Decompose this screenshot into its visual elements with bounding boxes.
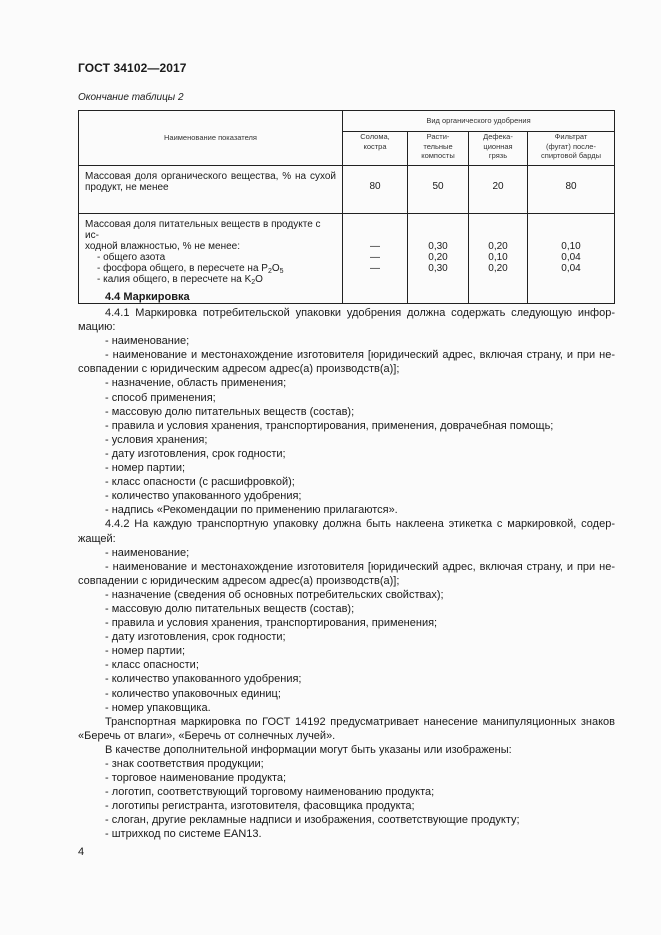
list-extra-info	[78, 757, 615, 842]
col-header-defecation-line: ционная	[483, 141, 513, 151]
list-item: - массовую долю питательных веществ (состав);	[105, 405, 355, 418]
col-header-straw	[343, 132, 408, 166]
table-caption: Окончание таблицы 2	[78, 92, 184, 103]
list-item: - дату изготовления, срок годности;	[105, 631, 286, 644]
cell-value: 0,10	[561, 241, 581, 252]
col-header-compost-line: тельные	[423, 141, 453, 151]
paragraph-transport: Транспортная маркировка по ГОСТ 14192 предусматривает нанесение манипуляционных знаков «Беречь от влаги», «Беречь от солнечных лучей».	[78, 715, 615, 742]
list-item: - способ применения;	[105, 391, 216, 404]
cell-value: 80	[528, 166, 615, 214]
col-header-defecation	[469, 132, 528, 166]
section-title: 4.4 Маркировка	[105, 291, 190, 303]
cell-value: 0,30	[428, 263, 448, 274]
table-row	[79, 166, 615, 214]
section-body	[78, 306, 615, 842]
list-item: - наименование;	[105, 546, 190, 559]
cell-value: 0,30	[428, 241, 448, 252]
cell-value: 80	[343, 166, 408, 214]
subscript: 5	[279, 268, 284, 275]
list-item: - номер партии;	[105, 462, 186, 475]
row-item-text: - фосфора общего, в пересчете на Р	[97, 263, 268, 274]
row-label-organic: Массовая доля органического вещества, % на сухой продукт, не менее	[79, 166, 343, 214]
row-label-line: Массовая доля питательных веществ в продукте с ис-	[85, 219, 321, 241]
paragraph-4-4-1: 4.4.1 Маркировка потребительской упаковки удобрения должна содержать следующую инфор-мацию:	[78, 307, 615, 334]
paragraph-4-4-2: 4.4.2 На каждую транспортную упаковку должна быть наклеена этикетка с маркировкой, содер-жащей:	[78, 518, 615, 545]
paragraph-extra-info: В качестве дополнительной информации могут быть указаны или изображены:	[105, 743, 512, 756]
subscript: 2	[251, 279, 256, 286]
col-header-filtrate-line: спиртовой барды	[541, 151, 601, 160]
cell-value: 0,10	[488, 252, 508, 263]
cell-value: 50	[408, 166, 469, 214]
list-item: - правила и условия хранения, транспортирования, применения;	[105, 617, 438, 630]
list-item: - надпись «Рекомендации по применению прилагаются».	[105, 504, 398, 517]
cell-value: 0,04	[561, 263, 581, 274]
list-item: - номер партии;	[105, 645, 186, 658]
subscript: 2	[267, 268, 272, 275]
col-header-group-text: Вид органического удобрения	[426, 116, 531, 126]
row-item-text: - калия общего, в пересчете на K	[97, 274, 252, 285]
cell-value: 20	[469, 166, 528, 214]
list-item: - наименование и местонахождение изготовителя [юридический адрес, включая страну, и при не-совпадении с юридическим адресом адрес(а) производств(а)];	[78, 560, 615, 587]
list-item: - условия хранения;	[105, 433, 208, 446]
row-item-potassium	[85, 274, 336, 285]
list-item: - назначение (сведения об основных потребительских свойствах);	[105, 588, 444, 601]
col-header-filtrate	[528, 132, 615, 166]
list-item: - знак соответствия продукции;	[105, 758, 264, 770]
list-item: - массовую долю питательных веществ (состав);	[105, 602, 355, 615]
col-header-filtrate-line: Фильтрат	[554, 132, 588, 141]
cell-value: —	[370, 252, 380, 263]
col-header-indicator-text: Наименование показателя	[164, 133, 257, 143]
list-item: - торговое наименование продукта;	[105, 772, 287, 785]
cell-value: 0,20	[488, 263, 508, 274]
col-header-defecation-line: грязь	[488, 151, 508, 160]
cell-values-compost	[408, 214, 469, 304]
list-consumer-marking	[78, 334, 615, 517]
col-header-filtrate-line: (фугат) после-	[546, 141, 596, 151]
list-item: - логотипы регистранта, изготовителя, фасовщика продукта;	[105, 800, 415, 813]
list-item: - назначение, область применения;	[105, 377, 287, 390]
col-header-defecation-line: Дефека-	[483, 132, 513, 141]
col-header-compost-line: компосты	[421, 151, 455, 160]
list-item: - класс опасности;	[105, 659, 199, 672]
cell-value: 0,20	[488, 241, 508, 252]
col-header-indicator	[79, 111, 343, 166]
list-item: - логотип, соответствующий торговому наименованию продукта;	[105, 786, 435, 799]
list-item: - количество упаковочных единиц;	[105, 687, 281, 700]
row-item-text: - общего азота	[97, 252, 166, 263]
list-item: - слоган, другие рекламные надписи и изображения, соответствующие продукту;	[105, 814, 520, 827]
list-item: - номер упаковщика.	[105, 701, 211, 714]
list-item: - наименование;	[105, 335, 190, 348]
row-item-nitrogen	[85, 252, 336, 263]
row-item-phosphorus	[85, 263, 336, 274]
row-item-text: О	[271, 263, 280, 274]
cell-value: —	[370, 263, 380, 274]
col-header-straw-line: костра	[363, 141, 387, 151]
data-table	[78, 110, 615, 304]
list-transport-marking	[78, 546, 615, 715]
col-header-compost-line: Расти-	[426, 132, 450, 141]
row-item-text: O	[255, 274, 263, 285]
list-item: - дату изготовления, срок годности;	[105, 447, 286, 460]
table-row	[79, 214, 615, 304]
row-label-nutrients	[79, 214, 343, 304]
cell-value: 0,04	[561, 252, 581, 263]
col-header-group	[343, 111, 615, 132]
cell-value: —	[370, 241, 380, 252]
page-number: 4	[78, 846, 85, 858]
cell-values-defecation	[469, 214, 528, 304]
list-item: - правила и условия хранения, транспортирования, применения, доврачебная помощь;	[105, 419, 554, 432]
col-header-straw-line: Солома,	[360, 132, 390, 141]
standard-header: ГОСТ 34102—2017	[78, 61, 187, 75]
list-item: - количество упакованного удобрения;	[105, 490, 302, 503]
col-header-compost	[408, 132, 469, 166]
cell-value: 0,20	[428, 252, 448, 263]
cell-values-filtrate	[528, 214, 615, 304]
list-item: - класс опасности (с расшифровкой);	[105, 476, 295, 489]
list-item: - количество упакованного удобрения;	[105, 673, 302, 686]
list-item: - штрихкод по системе EAN13.	[105, 828, 262, 841]
list-item: - наименование и местонахождение изготовителя [юридический адрес, включая страну, и при не-совпадении с юридическим адресом адрес(а) производств(а)];	[78, 349, 615, 376]
cell-values-straw	[343, 214, 408, 304]
row-label-line: ходной влажностью, % не менее:	[85, 241, 241, 252]
